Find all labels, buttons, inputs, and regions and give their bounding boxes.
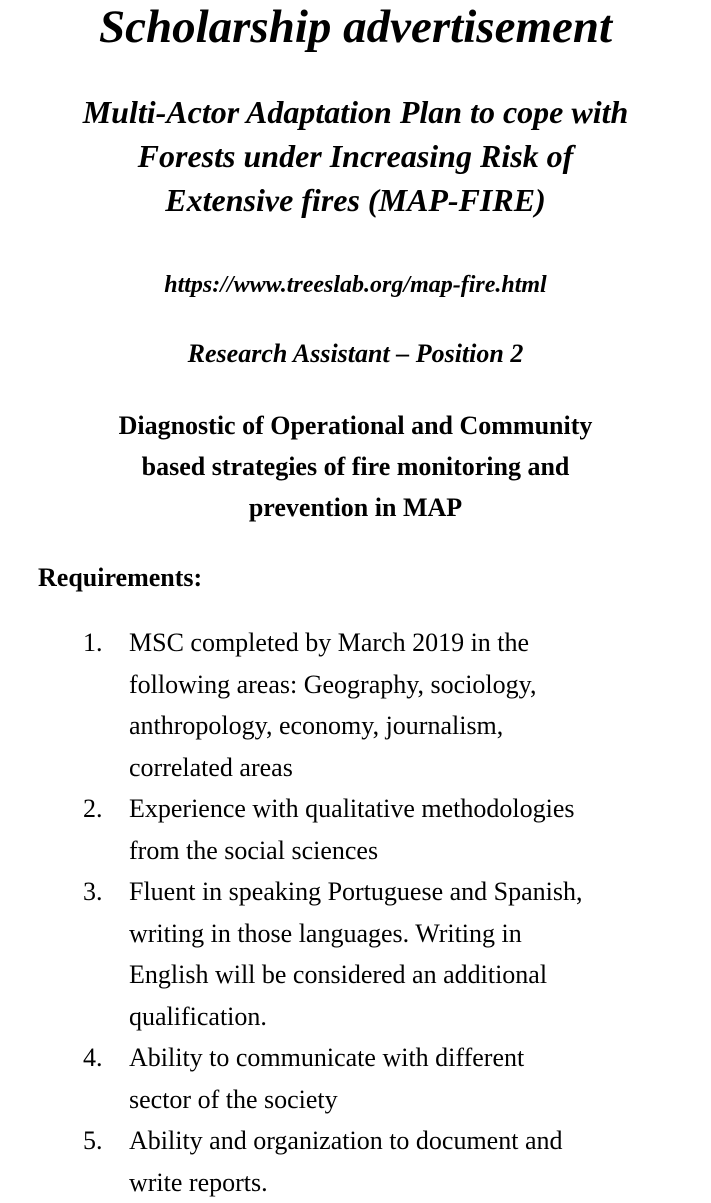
diagnostic-heading bbox=[40, 405, 671, 528]
diagnostic-heading-line: Diagnostic of Operational and Community bbox=[40, 405, 671, 446]
requirement-item bbox=[0, 1037, 711, 1120]
requirement-line: writing in those languages. Writing in bbox=[129, 913, 691, 955]
requirement-number: 4. bbox=[83, 1037, 103, 1079]
requirement-item bbox=[0, 1120, 711, 1203]
requirement-line: Ability and organization to document and bbox=[129, 1120, 691, 1162]
requirement-line: following areas: Geography, sociology, bbox=[129, 664, 691, 706]
document-title: Scholarship advertisement bbox=[0, 0, 711, 54]
requirement-line: write reports. bbox=[129, 1162, 691, 1203]
position-title: Research Assistant – Position 2 bbox=[0, 336, 711, 372]
project-subtitle bbox=[20, 90, 691, 222]
requirement-item bbox=[0, 622, 711, 788]
diagnostic-heading-line: prevention in MAP bbox=[40, 487, 671, 528]
project-subtitle-line: Extensive fires (MAP-FIRE) bbox=[20, 178, 691, 222]
requirement-line: correlated areas bbox=[129, 747, 691, 789]
requirement-line: from the social sciences bbox=[129, 830, 691, 872]
requirement-number: 1. bbox=[83, 622, 103, 664]
requirement-line: anthropology, economy, journalism, bbox=[129, 705, 691, 747]
requirement-item bbox=[0, 871, 711, 1037]
requirement-line: Experience with qualitative methodologies bbox=[129, 788, 691, 830]
requirement-line: Fluent in speaking Portuguese and Spanish, bbox=[129, 871, 691, 913]
diagnostic-heading-line: based strategies of fire monitoring and bbox=[40, 446, 671, 487]
requirements-heading: Requirements: bbox=[38, 560, 202, 596]
project-url: https://www.treeslab.org/map-fire.html bbox=[0, 268, 711, 302]
project-subtitle-line: Multi-Actor Adaptation Plan to cope with bbox=[20, 90, 691, 134]
requirement-number: 5. bbox=[83, 1120, 103, 1162]
requirement-line: Ability to communicate with different bbox=[129, 1037, 691, 1079]
requirement-line: English will be considered an additional bbox=[129, 954, 691, 996]
requirement-number: 3. bbox=[83, 871, 103, 913]
requirement-line: MSC completed by March 2019 in the bbox=[129, 622, 691, 664]
requirement-number: 2. bbox=[83, 788, 103, 830]
requirement-line: qualification. bbox=[129, 996, 691, 1038]
project-subtitle-line: Forests under Increasing Risk of bbox=[20, 134, 691, 178]
requirement-line: sector of the society bbox=[129, 1079, 691, 1121]
requirement-item bbox=[0, 788, 711, 871]
requirements-list bbox=[0, 622, 711, 1203]
